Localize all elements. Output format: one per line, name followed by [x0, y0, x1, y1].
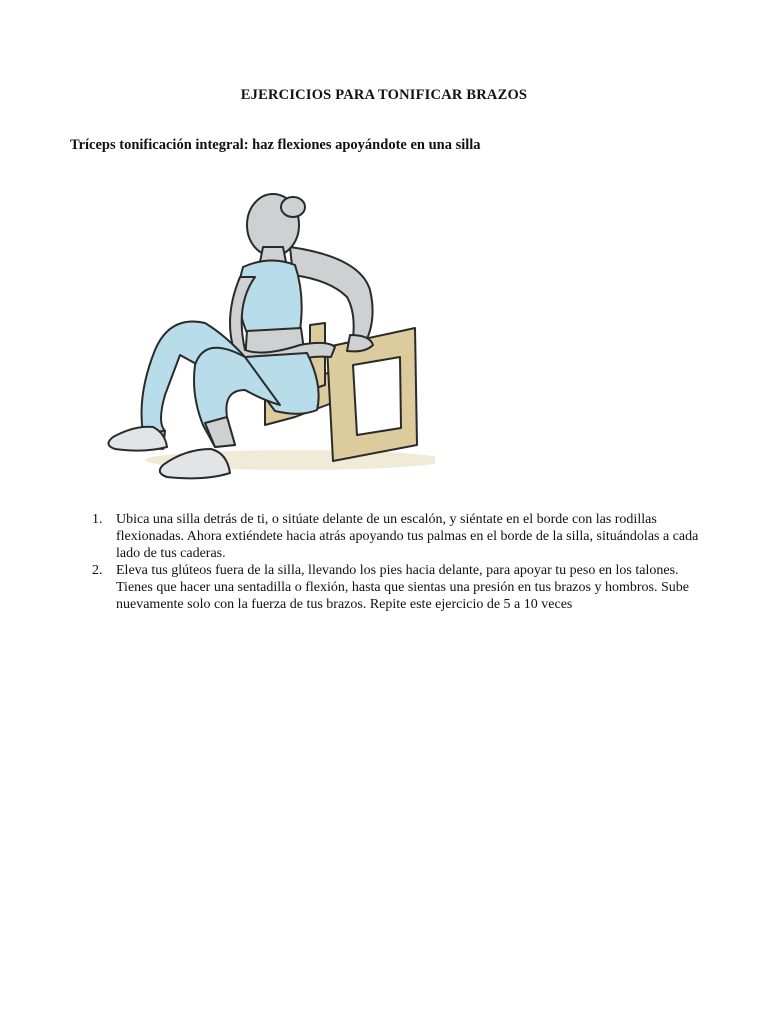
instructions-list — [70, 511, 710, 613]
step-text: Ubica una silla detrás de ti, o sitúate delante de un escalón, y siéntate en el borde con las rodillas flexionadas. Ahora extiéndete hacia atrás apoyando tus palmas en el borde de la silla, situándolas a cada lado de tus caderas. — [116, 512, 699, 561]
list-item — [70, 562, 710, 613]
document-title: EJERCICIOS PARA TONIFICAR BRAZOS — [240, 87, 528, 103]
tricep-dip-illustration — [95, 185, 435, 490]
exercise-subtitle: Tríceps tonificación integral: haz flexiones apoyándote en una silla — [70, 137, 481, 153]
list-item — [70, 511, 710, 562]
step-text: Eleva tus glúteos fuera de la silla, llevando los pies hacia delante, para apoyar tu peso en los talones. Tienes que hacer una sentadilla o flexión, hasta que sientas una presión en tus brazos y hombros. Sube nuevamente solo con la fuerza de tus brazos. Repite este ejercicio de 5 a 10 veces — [116, 563, 689, 612]
step-number: 2. — [92, 563, 103, 578]
step-number: 1. — [92, 512, 103, 527]
